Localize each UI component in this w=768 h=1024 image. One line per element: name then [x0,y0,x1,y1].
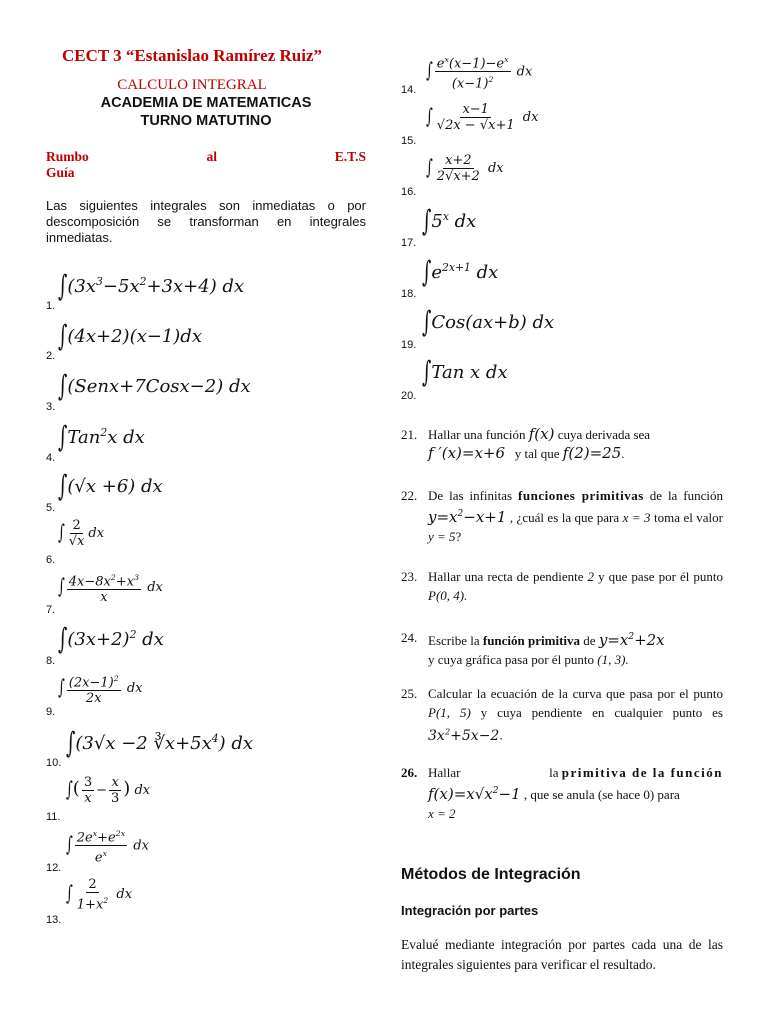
problem-number: 22. [401,488,418,503]
integral-12: ∫ $\frac{2e^x+e^{2x}}{e^x}$ dx [66,826,149,866]
item-number: 2. [46,350,56,362]
problem-22: 22. De las infinitas funciones primitivas de la función $y=x^2-x+1$ , ¿cuál es la que para x = 3 toma el valor y = 5? [401,488,723,544]
integral-1: $\int(3x^3-5x^2+3x+4)$ dx [58,269,245,304]
subject-title: CALCULO INTEGRAL [117,77,267,93]
integral-14: ∫ $\frac{e^x(x-1)-e^x}{(x-1)^2}$ dx [426,52,532,92]
integral-20: ∫Tan x dx [422,355,508,390]
problem-number: 21. [401,427,418,442]
guide-word-al: al [206,149,217,164]
problem-21: 21. Hallar una función f(x) cuya derivada sea f ′(x)=x+6 y tal que f(2)=25. [401,425,651,462]
section-subtitle: Integración por partes [401,903,539,918]
academy-title: ACADEMIA DE MATEMATICAS [100,95,312,111]
problem-number: 24. [401,630,418,645]
problem-26: 26. Hallar la primitiva de la función $f(x)=x√x^2-1$ , que se anula (se hace 0) para x = 2 [401,765,723,821]
item-number: 20. [401,390,417,402]
guide-word-rumbo: Rumbo [46,149,89,164]
item-number: 15. [401,135,417,147]
integral-9: ∫ $\frac{(2x-1)^2}{2x}$ dx [58,671,142,706]
integral-11: ∫( $\frac{3}{x}$ − $\frac{x}{3}$ ) dx [66,775,151,806]
item-number: 18. [401,288,417,300]
item-number: 12. [46,862,62,874]
problem-25: 25. Calcular la ecuación de la curva que pasa por el punto P(1, 5) y cuya pendiente en cualquier punto es $3x^2+5x-2$. [401,686,723,744]
item-number: 17. [401,237,417,249]
integral-4: ∫Tan$^2$x dx [58,420,145,455]
integral-15: ∫ $\frac{x-1}{√2x - √x+1}$ dx [426,102,539,133]
item-number: 7. [46,604,56,616]
guide-word-guia: Guía [46,165,75,180]
item-number: 14. [401,84,417,96]
item-number: 16. [401,186,417,198]
integral-2: ∫(4x+2)(x−1)dx [58,319,202,354]
school-title: CECT 3 “Estanislao Ramírez Ruiz” [61,46,323,65]
integral-7: ∫ $\frac{4x-8x^2+x^3}{x}$ dx [58,570,163,605]
integral-17: ∫5$^x$ dx [422,204,477,239]
integral-18: $\int e^{2x+1}$ dx [422,255,499,290]
integral-8: $\int(3x+2)^2$ dx [58,622,164,657]
problem-number: 23. [401,569,418,584]
guide-label [46,149,366,181]
item-number: 1. [46,300,56,312]
item-number: 3. [46,401,56,413]
item-number: 9. [46,706,56,718]
item-number: 10. [46,757,62,769]
integral-6: ∫ $\frac{2}{√x}$ dx [58,518,105,549]
item-number: 19. [401,339,417,351]
problem-number: 26. [401,765,418,780]
integral-5: ∫(√x +6) dx [58,469,163,504]
problem-24: 24. Escribe la función primitiva de $y=x^2+2x$ y cuya gráfica pasa por él punto (1, 3). [401,630,665,667]
intro-paragraph: Las siguientes integrales son inmediatas o por descomposición se transforman en integrales inmediatas. [46,198,366,245]
problem-number: 25. [401,686,418,701]
item-number: 13. [46,914,62,926]
problem-23: 23. Hallar una recta de pendiente 2 y que pase por él punto P(0, 4). [401,569,723,603]
integral-16: ∫ $\frac{x+2}{2√x+2}$ dx [426,153,504,184]
item-number: 11. [46,811,61,823]
item-number: 8. [46,655,56,667]
item-number: 4. [46,452,56,464]
integral-13: ∫ $\frac{2}{1+x^2}$ dx [66,877,133,913]
item-number: 6. [46,554,56,566]
guide-word-ets: E.T.S [334,149,366,164]
integral-10: ∫(3√x −2 $∛x+5x^4$) dx [66,726,254,761]
integral-3: ∫(Senx+7Cosx−2) dx [58,369,251,404]
item-number: 5. [46,502,56,514]
shift-title: TURNO MATUTINO [140,113,272,129]
section-title: Métodos de Integración [401,866,581,883]
integral-19: ∫Cos(ax+b) dx [422,305,555,340]
section-paragraph: Evalué mediante integración por partes cada una de las integrales siguientes para verificar el resultado. [401,937,723,972]
